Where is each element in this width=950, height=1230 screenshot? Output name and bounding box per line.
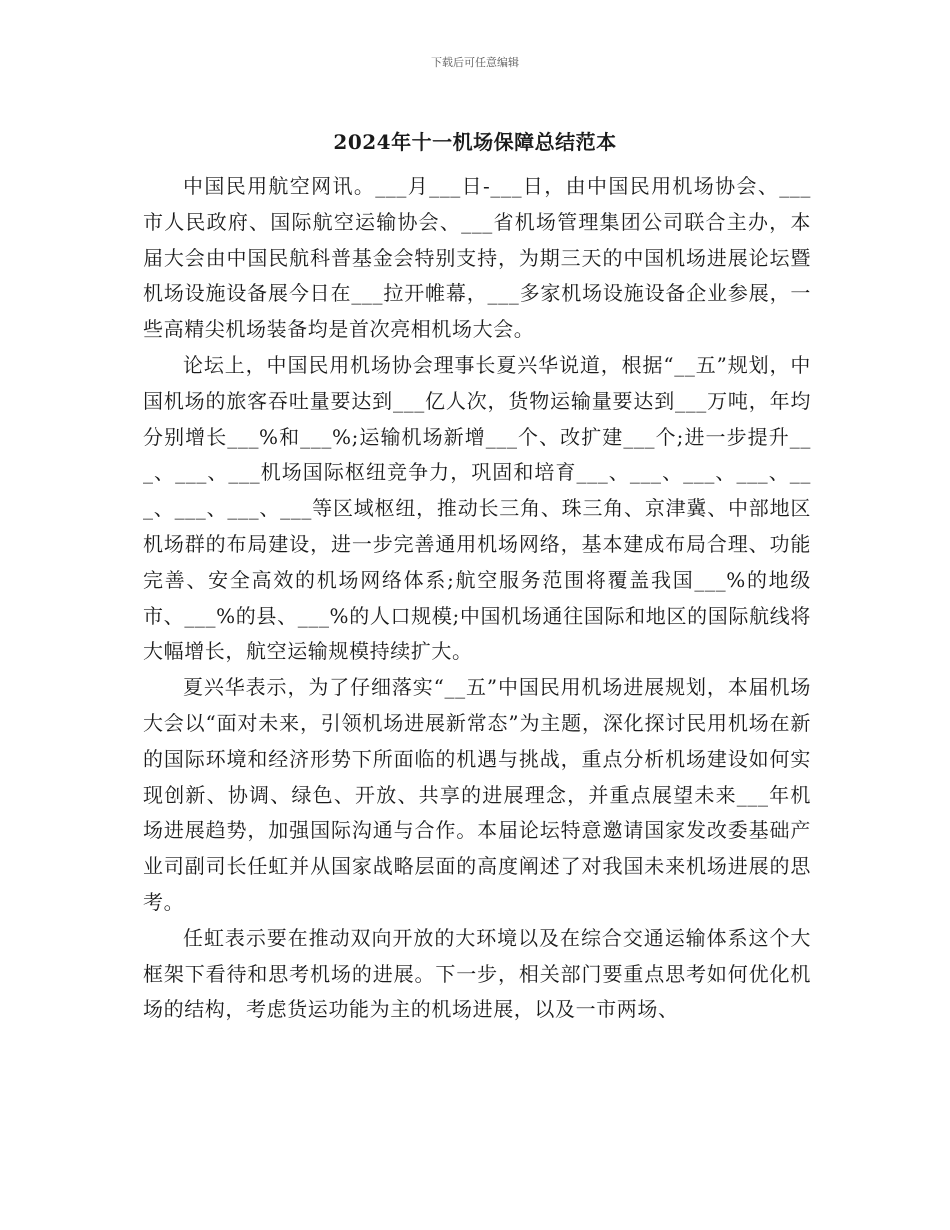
page-header-note: 下载后可任意编辑 [431, 56, 519, 69]
paragraph-2: 论坛上，中国民用机场协会理事长夏兴华说道，根据“__五”规划，中国机场的旅客吞吐量要达到___亿人次，货物运输量要达到___万吨，年均分别增长___%和___%;运输机场新增___个、改扩建___个;进一步提升___、___、___机场国际枢纽竞争力，巩固和培育___、___、___、___、___、___、___、___等区域枢纽，推动长三角、珠三角、京津冀、中部地区机场群的布局建设，进一步完善通用机场网络，基本建成布局合理、功能完善、安全高效的机场网络体系;航空服务范围将覆盖我国___%的地级市、___%的县、___%的人口规模;中国机场通往国际和地区的国际航线将大幅增长，航空运输规模持续扩大。 [143, 352, 811, 664]
document-title: 2024年十一机场保障总结范本 [333, 130, 617, 154]
paragraph-1: 中国民用航空网讯。___月___日-___日，由中国民用机场协会、___市人民政府、国际航空运输协会、___省机场管理集团公司联合主办，本届大会由中国民航科普基金会特别支持，为期三天的中国机场进展论坛暨机场设施设备展今日在___拉开帷幕，___多家机场设施设备企业参展，一些高精尖机场装备均是首次亮相机场大会。 [143, 174, 811, 342]
paragraph-3: 夏兴华表示，为了仔细落实“__五”中国民用机场进展规划，本届机场大会以“面对未来，引领机场进展新常态”为主题，深化探讨民用机场在新的国际环境和经济形势下所面临的机遇与挑战，重点分析机场建设如何实现创新、协调、绿色、开放、共享的进展理念，并重点展望未来___年机场进展趋势，加强国际沟通与合作。本届论坛特意邀请国家发改委基础产业司副司长任虹并从国家战略层面的高度阐述了对我国未来机场进展的思考。 [143, 675, 811, 914]
paragraph-4: 任虹表示要在推动双向开放的大环境以及在综合交通运输体系这个大框架下看待和思考机场的进展。下一步，相关部门要重点思考如何优化机场的结构，考虑货运功能为主的机场进展，以及一市两场、 [143, 925, 811, 1022]
document-body [143, 169, 811, 1028]
